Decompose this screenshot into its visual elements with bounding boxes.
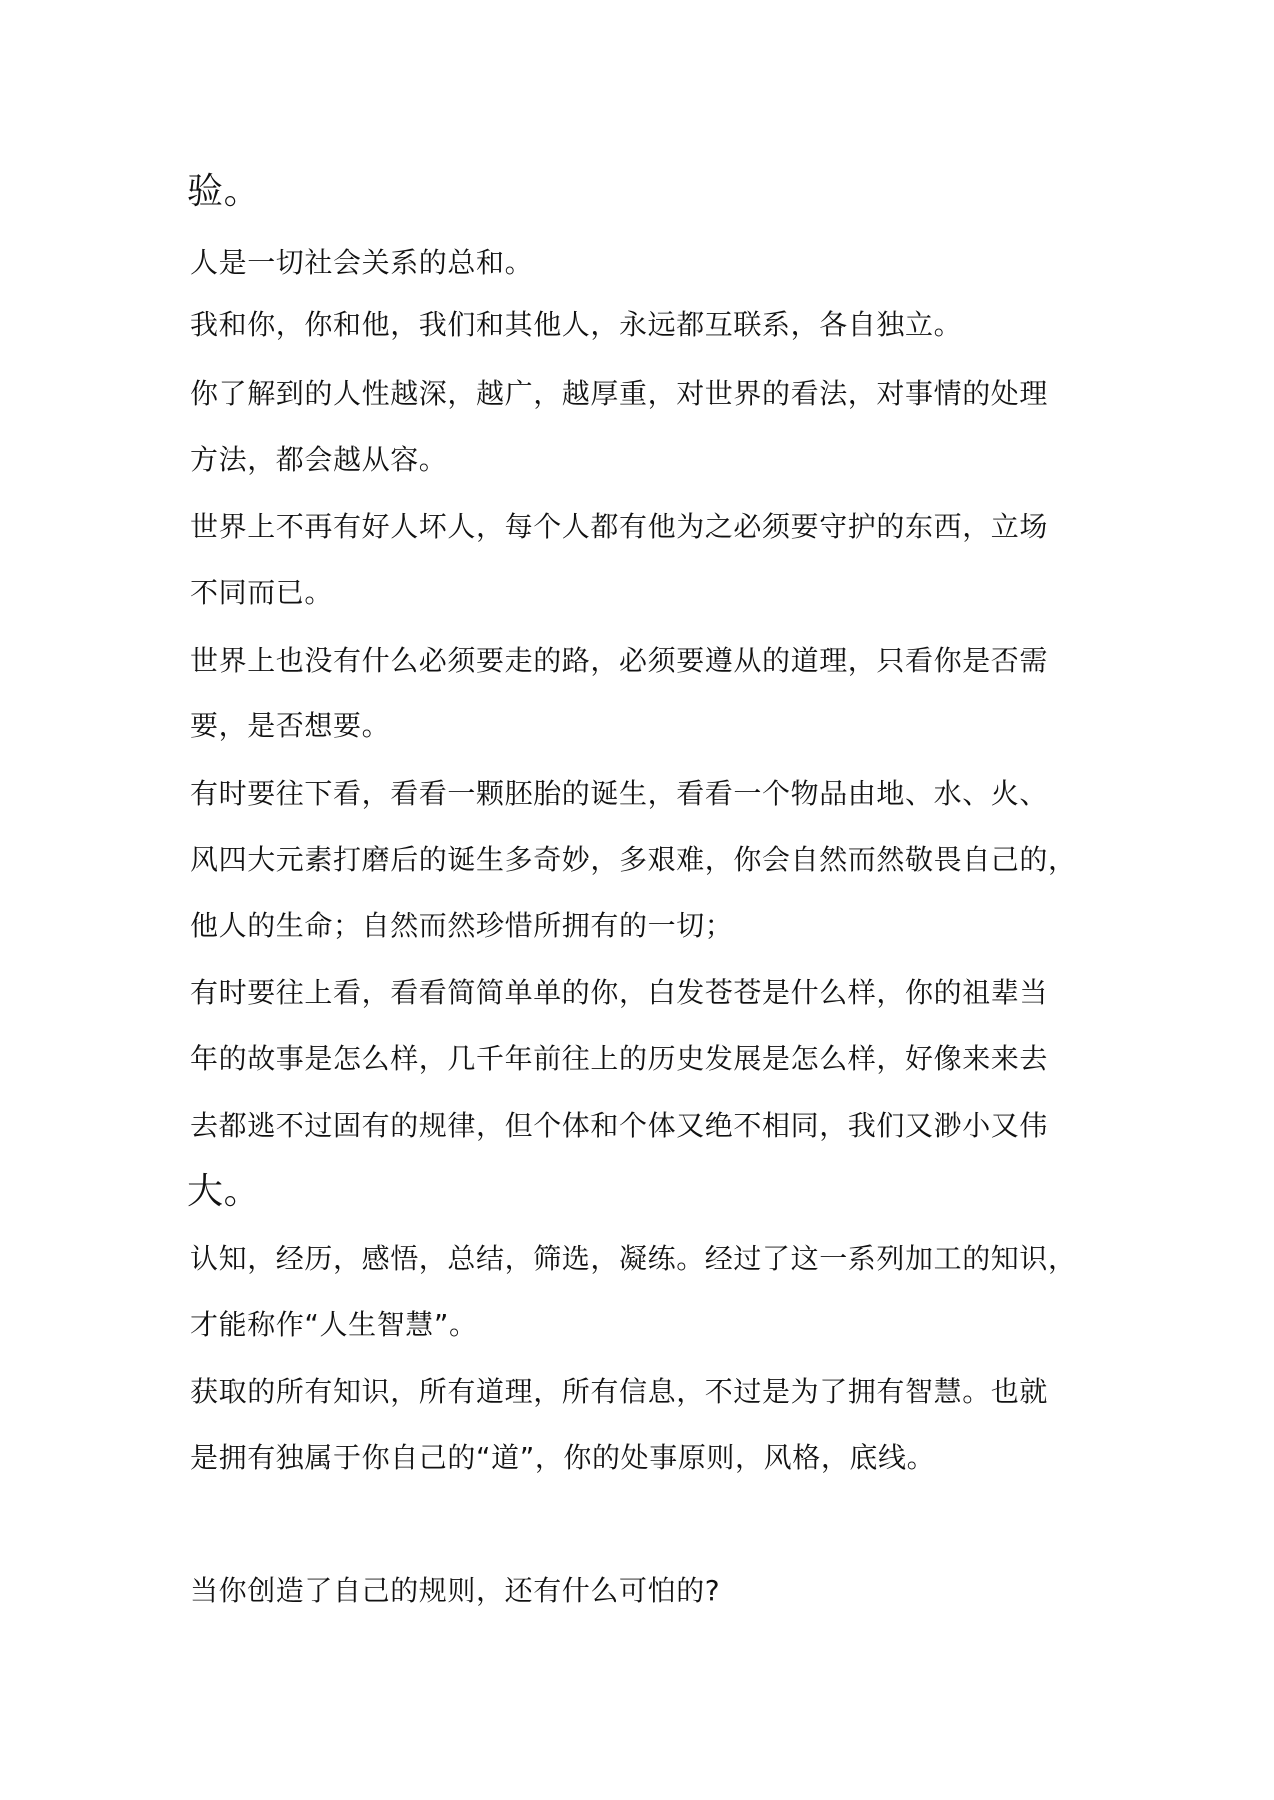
text-line-5: 方法，都会越从容。 bbox=[190, 443, 448, 476]
text-line-16: 大。 bbox=[187, 1171, 261, 1212]
text-line-8: 世界上也没有什么必须要走的路，必须要遵从的道理，只看你是否需 bbox=[190, 644, 1049, 677]
text-line-9: 要，是否想要。 bbox=[190, 709, 391, 742]
text-line-19: 获取的所有知识，所有道理，所有信息，不过是为了拥有智慧。也就 bbox=[190, 1375, 1049, 1408]
text-line-6: 世界上不再有好人坏人，每个人都有他为之必须要守护的东西，立场 bbox=[190, 510, 1049, 543]
text-line-20: 是拥有独属于你自己的“道”，你的处事原则，风格，底线。 bbox=[190, 1441, 936, 1474]
text-line-10: 有时要往下看，看看一颗胚胎的诞生，看看一个物品由地、水、火、 bbox=[190, 777, 1049, 810]
text-line-2: 人是一切社会关系的总和。 bbox=[190, 246, 534, 279]
text-line-17: 认知，经历，感悟，总结，筛选，凝练。经过了这一系列加工的知识， bbox=[190, 1242, 1077, 1275]
text-line-11: 风四大元素打磨后的诞生多奇妙，多艰难，你会自然而然敬畏自己的， bbox=[190, 843, 1077, 876]
text-line-21: 当你创造了自己的规则，还有什么可怕的? bbox=[190, 1574, 721, 1607]
text-line-4: 你了解到的人性越深，越广，越厚重，对世界的看法，对事情的处理 bbox=[190, 377, 1049, 410]
text-line-18: 才能称作“人生智慧”。 bbox=[190, 1308, 478, 1341]
text-line-12: 他人的生命；自然而然珍惜所拥有的一切； bbox=[190, 909, 734, 942]
text-line-3: 我和你，你和他，我们和其他人，永远都互联系，各自独立。 bbox=[190, 308, 963, 341]
text-line-15: 去都逃不过固有的规律，但个体和个体又绝不相同，我们又渺小又伟 bbox=[190, 1109, 1049, 1142]
text-line-1: 验。 bbox=[187, 171, 261, 212]
text-line-13: 有时要往上看，看看简简单单的你，白发苍苍是什么样，你的祖辈当 bbox=[190, 976, 1049, 1009]
text-line-14: 年的故事是怎么样，几千年前往上的历史发展是怎么样，好像来来去 bbox=[190, 1042, 1049, 1075]
text-line-7: 不同而已。 bbox=[190, 576, 334, 609]
